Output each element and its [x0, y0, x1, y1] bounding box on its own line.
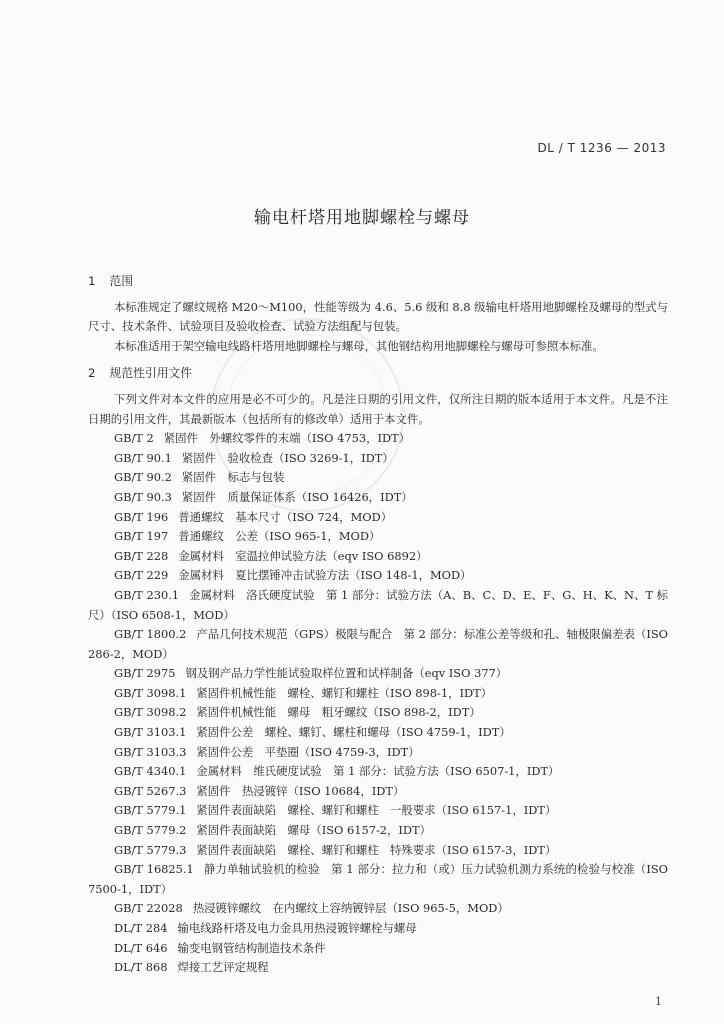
reference-code: GB/T 5779.1: [114, 803, 187, 818]
reference-code: GB/T 2975: [114, 666, 176, 681]
reference-list: [88, 429, 668, 978]
reference-code: GB/T 1800.2: [114, 627, 187, 642]
reference-item: [88, 586, 668, 625]
reference-item: [88, 939, 668, 959]
reference-title: 紧固件 热浸镀锌（ISO 10684，IDT）: [196, 783, 405, 798]
reference-title: 紧固件 标志与包装: [181, 470, 285, 485]
reference-item: [88, 841, 668, 861]
reference-title: 输变电钢管结构制造技术条件: [177, 940, 326, 955]
reference-code: GB/T 90.1: [114, 450, 172, 465]
reference-code: GB/T 229: [114, 568, 169, 583]
reference-code: GB/T 230.1: [114, 587, 180, 602]
reference-code: GB/T 4340.1: [114, 764, 187, 779]
reference-title: 紧固件公差 平垫圈（ISO 4759-3，IDT）: [196, 744, 420, 759]
reference-code: GB/T 90.2: [114, 470, 172, 485]
reference-code: DL/T 284: [114, 921, 168, 935]
reference-item: [88, 684, 668, 704]
reference-code: GB/T 196: [114, 509, 169, 524]
section-title: 规范性引用文件: [109, 366, 193, 381]
reference-title: 金属材料 夏比摆锤冲击试验方法（ISO 148-1，MOD）: [178, 568, 472, 583]
reference-item: [88, 625, 668, 664]
reference-title: 金属材料 室温拉伸试验方法（eqv ISO 6892）: [178, 548, 428, 563]
reference-title: 普通螺纹 公差（ISO 965-1，MOD）: [178, 529, 381, 544]
reference-title: 紧固件表面缺陷 螺栓、螺钉和螺柱 特殊要求（ISO 6157-3，IDT）: [196, 842, 557, 857]
reference-title: 紧固件 质量保证体系（ISO 16426，IDT）: [181, 489, 413, 504]
reference-code: DL/T 868: [114, 960, 168, 975]
reference-item: [88, 958, 668, 978]
reference-item: [88, 508, 668, 528]
reference-title: 紧固件表面缺陷 螺栓、螺钉和螺柱 一般要求（ISO 6157-1，IDT）: [196, 803, 557, 818]
reference-code: GB/T 3103.1: [114, 725, 187, 740]
reference-title: 静力单轴试验机的检验 第 1 部分：拉力和（或）压力试验机测力系统的检验与校准（ISO 7500-1，IDT）: [88, 862, 668, 896]
reference-title: 紧固件机械性能 螺母 粗牙螺纹（ISO 898-2，IDT）: [196, 705, 481, 720]
reference-code: GB/T 90.3: [114, 489, 172, 504]
page-number: 1: [655, 995, 662, 1008]
reference-title: 紧固件机械性能 螺栓、螺钉和螺柱（ISO 898-1，IDT）: [196, 685, 493, 700]
document-title: 输电杆塔用地脚螺栓与螺母: [254, 208, 470, 228]
section-heading-normative-references: [88, 364, 668, 384]
reference-item: [88, 429, 668, 449]
reference-code: GB/T 228: [114, 548, 169, 563]
reference-item: [88, 703, 668, 723]
reference-item: [88, 723, 668, 743]
reference-title: 金属材料 洛氏硬度试验 第 1 部分：试验方法（A、B、C、D、E、F、G、H、K、N、T 标尺）（ISO 6508-1，MOD）: [88, 587, 668, 622]
document-code: DL / T 1236 — 2013: [537, 141, 666, 155]
reference-title: 焊接工艺评定规程: [177, 960, 269, 975]
reference-title: 金属材料 维氏硬度试验 第 1 部分：试验方法（ISO 6507-1，IDT）: [196, 764, 560, 779]
reference-item: [88, 468, 668, 488]
reference-title: 产品几何技术规范（GPS）极限与配合 第 2 部分：标准公差等级和孔、轴极限偏差表（ISO 286-2，MOD）: [88, 627, 668, 661]
reference-item: [88, 782, 668, 802]
reference-item: [88, 821, 668, 841]
reference-code: GB/T 5779.2: [114, 823, 187, 838]
reference-title: 钢及钢产品力学性能试验取样位置和试样制备（eqv ISO 377）: [185, 666, 508, 681]
references-intro: 下列文件对本文件的应用是必不可少的。凡是注日期的引用文件，仅所注日期的版本适用于本文件。凡是不注日期的引用文件，其最新版本（包括所有的修改单）适用于本文件。: [88, 391, 668, 426]
reference-code: GB/T 2: [114, 431, 154, 446]
reference-item: [88, 860, 668, 899]
reference-code: GB/T 3103.3: [114, 744, 187, 759]
reference-title: 紧固件 外螺纹零件的末端（ISO 4753，IDT）: [163, 431, 411, 446]
reference-code: GB/T 197: [114, 529, 169, 544]
reference-title: 普通螺纹 基本尺寸（ISO 724，MOD）: [178, 509, 393, 524]
reference-code: GB/T 22028: [114, 901, 183, 916]
reference-code: GB/T 3098.2: [114, 705, 187, 720]
reference-code: GB/T 5779.3: [114, 842, 187, 857]
reference-title: 紧固件公差 螺栓、螺钉、螺柱和螺母（ISO 4759-1，IDT）: [196, 725, 511, 740]
document-body: [88, 272, 668, 978]
scope-paragraph: 本标准适用于架空输电线路杆塔用地脚螺栓与螺母，其他钢结构用地脚螺栓与螺母可参照本标准。: [114, 338, 604, 353]
reference-item: [88, 488, 668, 508]
reference-title: 紧固件表面缺陷 螺母（ISO 6157-2，IDT）: [196, 823, 432, 838]
reference-item: [88, 566, 668, 586]
reference-item: [88, 762, 668, 782]
section-heading-scope: [88, 272, 668, 292]
reference-item: [88, 547, 668, 567]
reference-item: [88, 801, 668, 821]
reference-item: [88, 899, 668, 919]
reference-code: GB/T 16825.1: [114, 862, 194, 877]
reference-title: 热浸镀锌螺纹 在内螺纹上容纳镀锌层（ISO 965-5，MOD）: [192, 901, 509, 916]
reference-code: GB/T 5267.3: [114, 783, 187, 798]
scope-paragraph: 本标准规定了螺纹规格 M20～M100，性能等级为 4.6、5.6 级和 8.8 级输电杆塔用地脚螺栓及螺母的型式与尺寸、技术条件、试验项目及验收检查、试验方法组配与包装。: [88, 299, 668, 334]
reference-title: 输电线路杆塔及电力金具用热浸镀锌螺栓与螺母: [177, 921, 417, 935]
reference-item: [88, 919, 668, 939]
section-number: 2: [88, 366, 96, 381]
reference-title: 紧固件 验收检查（ISO 3269-1，IDT）: [181, 450, 394, 465]
section-number: 1: [88, 274, 96, 288]
reference-item: [88, 449, 668, 469]
reference-item: [88, 743, 668, 763]
reference-item: [88, 664, 668, 684]
section-title: 范围: [109, 274, 134, 288]
reference-code: DL/T 646: [114, 940, 168, 955]
reference-code: GB/T 3098.1: [114, 685, 187, 700]
reference-item: [88, 527, 668, 547]
